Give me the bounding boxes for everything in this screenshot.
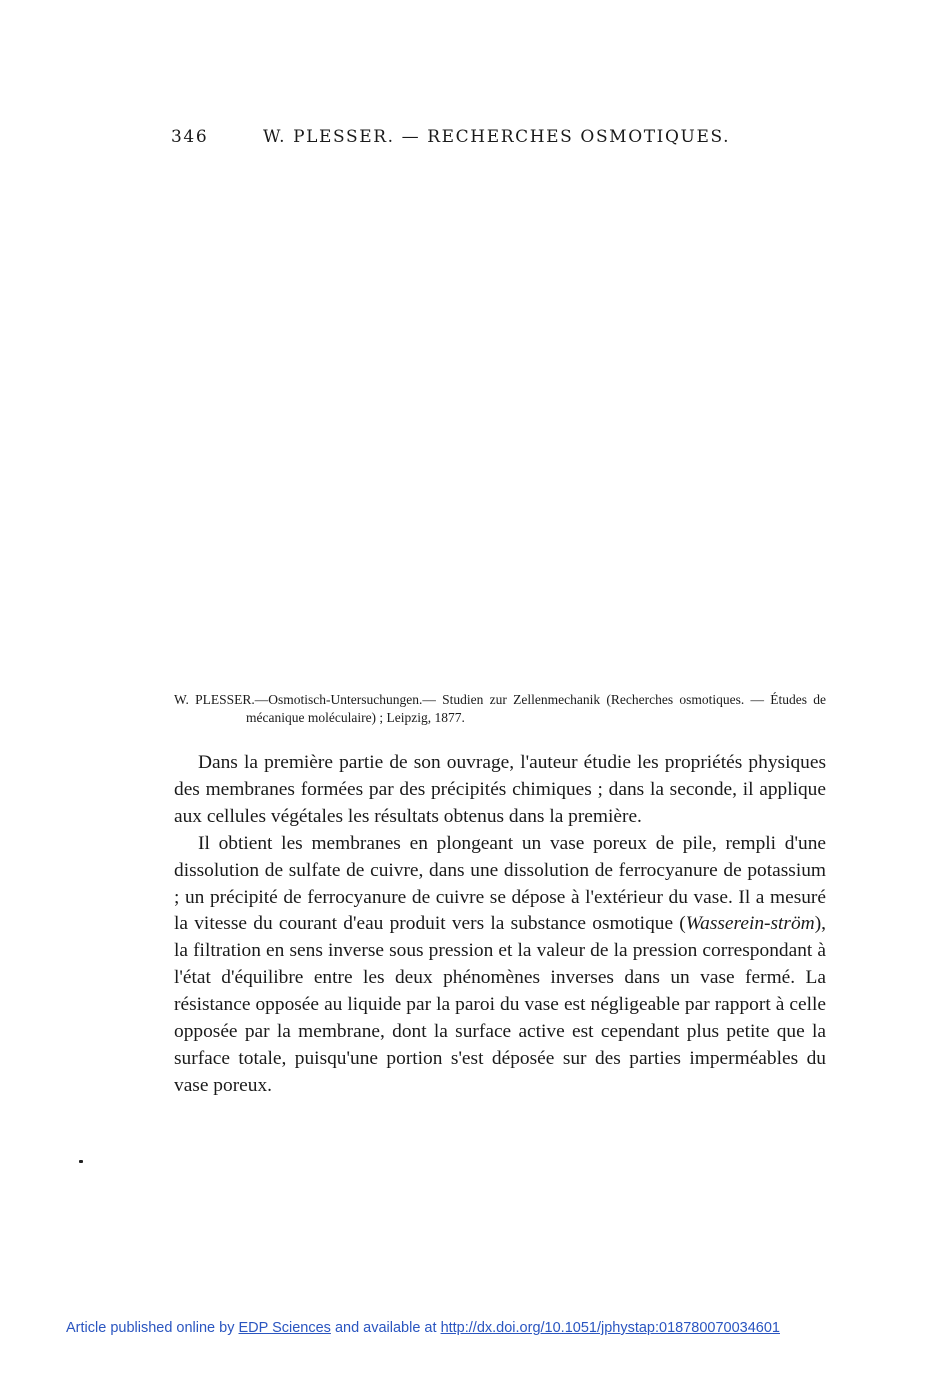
publication-footer [66, 1320, 866, 1336]
article-body [174, 750, 826, 1100]
running-title: W. PLESSER. — RECHERCHES OSMOTIQUES. [263, 127, 731, 147]
paragraph-2-part-1: Il obtient les membranes en plongeant un vase poreux de pile, rempli d'une dissolution de sulfate de cuivre, dans une dissolution de ferrocyanure de potassium ; un précipité de ferrocyanure de cuivre se dépose à l'extérieur du vase. Il a mesuré la vitesse du courant d'eau produit vers la substance osmotique ( [174, 832, 826, 935]
doi-link[interactable]: http://dx.doi.org/10.1051/jphystap:018780070034601 [440, 1320, 780, 1336]
page-number: 346 [171, 127, 209, 147]
scan-speck [79, 1160, 83, 1163]
publisher-link[interactable]: EDP Sciences [238, 1320, 331, 1336]
footer-prefix: Article published online by [66, 1320, 239, 1336]
footer-middle: and available at [330, 1320, 441, 1336]
paragraph-1: Dans la première partie de son ouvrage, l'auteur étudie les propriétés physiques des membranes formées par des précipités chimiques ; dans la seconde, il applique aux cellules végétales les résultats obtenus dans la première. [174, 752, 826, 827]
page-header [171, 127, 831, 153]
italic-term: Wasserein-ström [685, 913, 815, 935]
bibliographic-citation: W. PLESSER.—Osmotisch-Untersuchungen.— Studien zur Zellenmechanik (Recherches osmotiques. — Études de mécanique moléculaire) ; Leipzig, 1877. [174, 692, 826, 725]
paragraph-2-part-2: ), la filtration en sens inverse sous pression et la valeur de la pression correspondant à l'état d'équilibre entre les deux phénomènes inverses dans un vase fermé. La résistance opposée au liquide par la paroi du vase est négligeable par rapport à celle opposée par la membrane, dont la surface active est cependant plus petite que la surface totale, puisqu'une portion s'est déposée sur des parties imperméables du vase poreux. [174, 913, 826, 1096]
paragraph-2 [174, 831, 826, 1100]
